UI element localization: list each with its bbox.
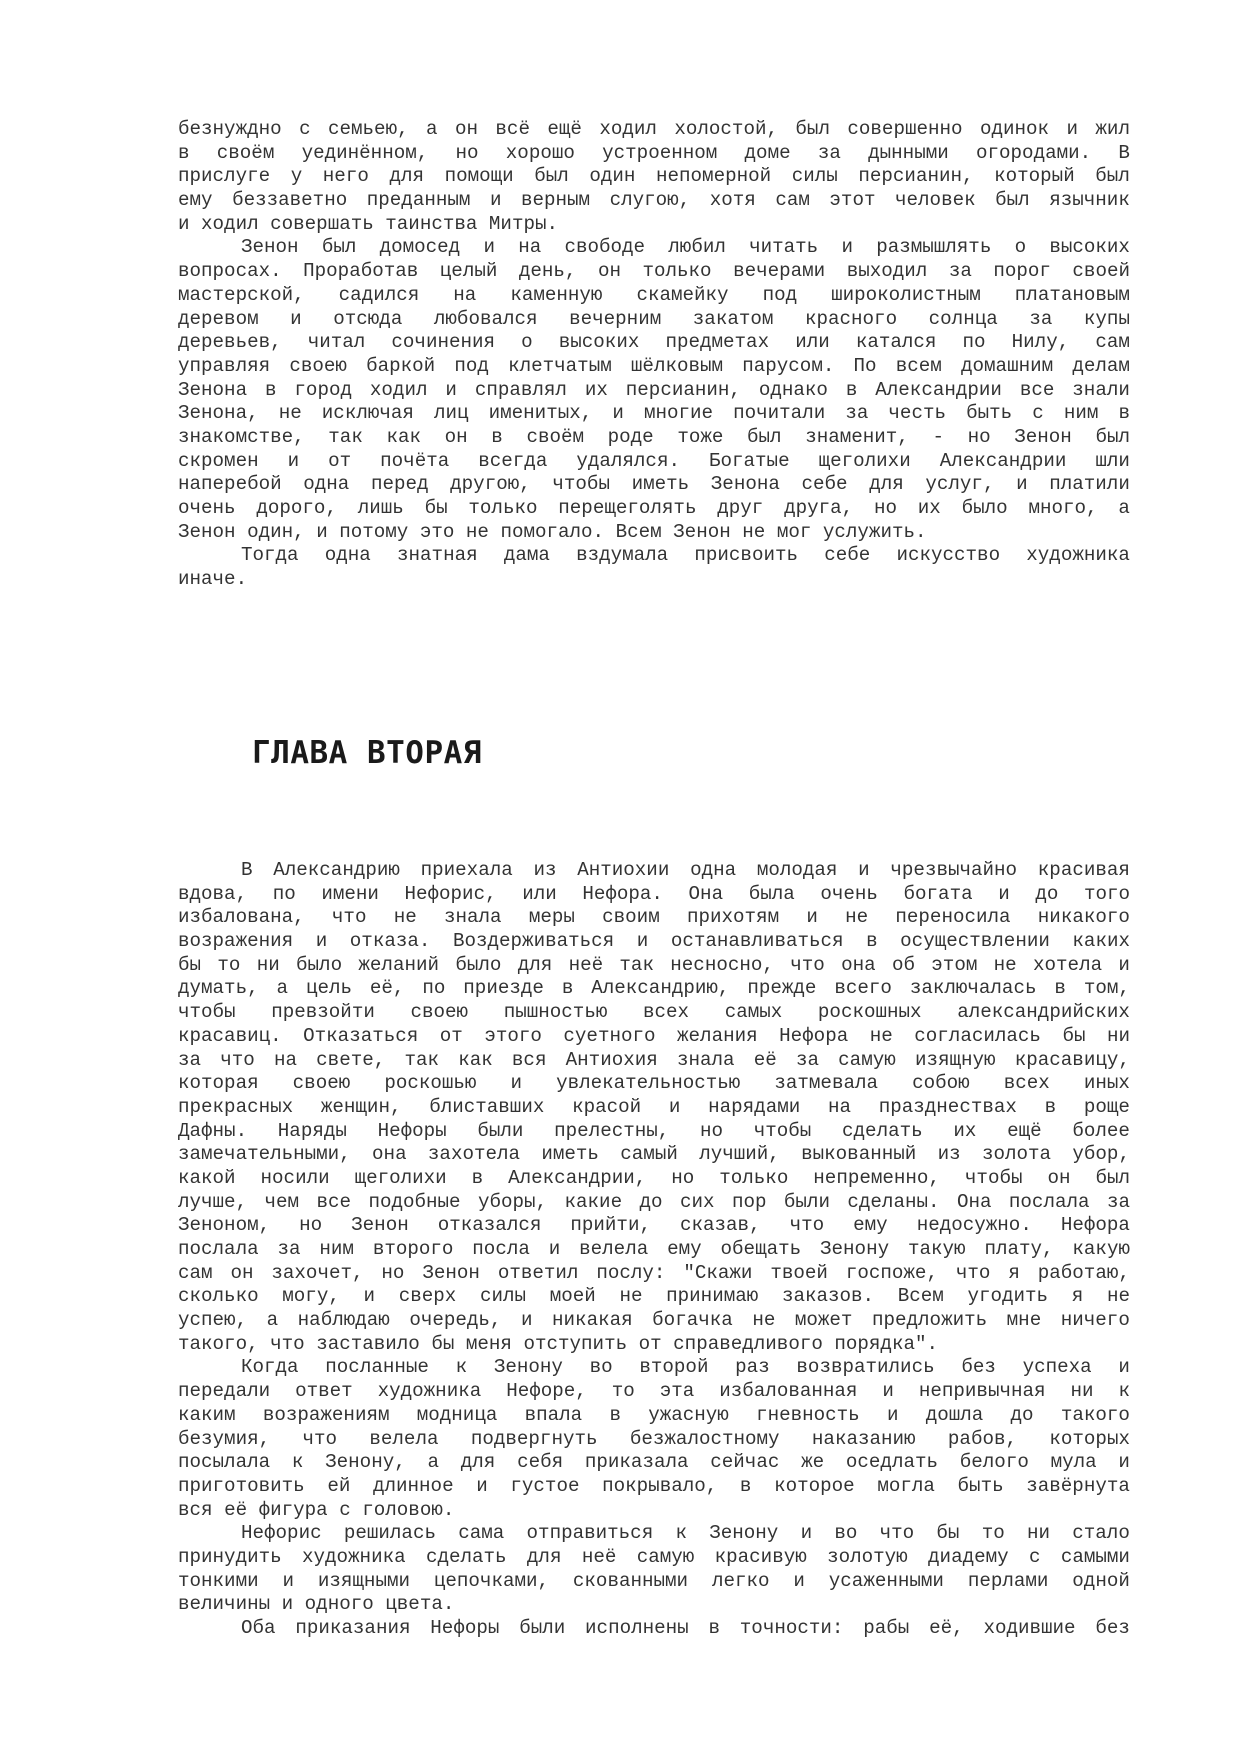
text-line: каким возражениям модница впала в ужасную гневность и дошла до такого bbox=[178, 1403, 1130, 1426]
text-line: безнуждно с семьею, а он всё ещё ходил холостой, был совершенно одинок и жил bbox=[178, 118, 1130, 140]
text-line: посылала к Зенону, а для себя приказала сейчас же оседлать белого мула и bbox=[178, 1451, 1130, 1474]
text-line: Зенона в город ходил и справлял их персианин, однако в Александрии все знали bbox=[178, 378, 1130, 401]
text-line: деревьев, читал сочинения о высоких предметах или катался по Нилу, сам bbox=[178, 331, 1130, 354]
text-line: вся её фигура с головою. bbox=[178, 1498, 455, 1521]
text-line: лучше, чем все подобные уборы, какие до сих пор были сделаны. Она послала за bbox=[178, 1190, 1130, 1213]
text-line: прекрасных женщин, блиставших красой и нарядами на празднествах в роще bbox=[178, 1095, 1130, 1118]
text-line: величины и одного цвета. bbox=[178, 1593, 455, 1616]
text-line: такого, что заставило бы меня отступить от справедливого порядка". bbox=[178, 1332, 939, 1355]
text-line: знакомстве, так как он в своём роде тоже был знаменит, - но Зенон был bbox=[178, 425, 1130, 448]
text-line: Нефорис решилась сама отправиться к Зенону и во что бы то ни стало bbox=[241, 1522, 1130, 1545]
text-line: наперебой одна перед другою, чтобы иметь Зенона себе для услуг, и платили bbox=[178, 473, 1130, 496]
text-line: бы то ни было желаний было для неё так несносно, что она об этом не хотела и bbox=[178, 953, 1130, 976]
text-line: Тогда одна знатная дама вздумала присвоить себе искусство художника bbox=[241, 544, 1130, 567]
text-block-chapter-two bbox=[178, 859, 1130, 1641]
text-line: приготовить ей длинное и густое покрывало, в которое могла быть завёрнута bbox=[178, 1474, 1130, 1497]
text-line: красавиц. Отказаться от этого суетного желания Нефора не согласилась бы ни bbox=[178, 1024, 1130, 1047]
text-line: Когда посланные к Зенону во второй раз возвратились без успеха и bbox=[241, 1356, 1130, 1379]
text-line: управляя своею баркой под клетчатым шёлковым парусом. По всем домашним делам bbox=[178, 354, 1130, 377]
text-line: которая своею роскошью и увлекательностью затмевала собою всех иных bbox=[178, 1072, 1130, 1095]
text-line: послала за ним второго посла и велела ему обещать Зенону такую плату, какую bbox=[178, 1238, 1130, 1260]
text-line: думать, а цель её, по приезде в Александрию, прежде всего заключалась в том, bbox=[178, 977, 1130, 1000]
text-block-intro bbox=[178, 118, 1130, 592]
text-line: Зеноном, но Зенон отказался прийти, сказав, что ему недосужно. Нефора bbox=[178, 1214, 1130, 1237]
text-line: Зенона, не исключая лиц именитых, и многие почитали за честь быть с ним в bbox=[178, 402, 1130, 425]
text-line: Оба приказания Нефоры были исполнены в точности: рабы её, ходившие без bbox=[241, 1617, 1130, 1639]
text-line: вдова, по имени Нефорис, или Нефора. Она была очень богата и до того bbox=[178, 882, 1130, 905]
text-line: успею, а наблюдаю очередь, и никакая богачка не может предложить мне ничего bbox=[178, 1309, 1130, 1332]
text-line: иначе. bbox=[178, 568, 248, 591]
text-line: в своём уединённом, но хорошо устроенном доме за дынными огородами. В bbox=[178, 141, 1130, 164]
text-line: ему беззаветно преданным и верным слугою, хотя сам этот человек был язычник bbox=[178, 189, 1130, 212]
text-line: скромен и от почёта всегда удалялся. Богатые щеголихи Александрии шли bbox=[178, 449, 1130, 472]
chapter-heading: ГЛАВА ВТОРАЯ bbox=[252, 735, 482, 771]
text-line: вопросах. Проработав целый день, он только вечерами выходил за порог своей bbox=[178, 260, 1130, 283]
text-line: деревом и отсюда любовался вечерним закатом красного солнца за купы bbox=[178, 307, 1130, 330]
text-line: избалована, что не знала меры своим прихотям и не переносила никакого bbox=[178, 906, 1130, 929]
text-line: передали ответ художника Нефоре, то эта избалованная и непривычная ни к bbox=[178, 1380, 1130, 1403]
text-line: возражения и отказа. Воздерживаться и останавливаться в осуществлении каких bbox=[178, 930, 1130, 953]
text-line: Дафны. Наряды Нефоры были прелестны, но чтобы сделать их ещё более bbox=[178, 1119, 1130, 1142]
text-line: сам он захочет, но Зенон ответил послу: "Скажи твоей госпоже, что я работаю, bbox=[178, 1261, 1130, 1284]
text-line: и ходил совершать таинства Митры. bbox=[178, 212, 559, 235]
text-line: замечательными, она захотела иметь самый лучший, выкованный из золота убор, bbox=[178, 1143, 1130, 1166]
text-line: прислуге у него для помощи был один непомерной силы персианин, который был bbox=[178, 165, 1130, 188]
text-line: принудить художника сделать для неё самую красивую золотую диадему с самыми bbox=[178, 1545, 1130, 1568]
text-line: мастерской, садился на каменную скамейку под широколистным платановым bbox=[178, 283, 1130, 306]
text-line: сколько могу, и сверх силы моей не принимаю заказов. Всем угодить я не bbox=[178, 1285, 1130, 1308]
text-line: Зенон один, и потому это не помогало. Всем Зенон не мог услужить. bbox=[178, 520, 927, 543]
text-line: Зенон был домосед и на свободе любил читать и размышлять о высоких bbox=[241, 236, 1130, 259]
text-line: за что на свете, так как вся Антиохия знала её за самую изящную красавицу, bbox=[178, 1048, 1130, 1071]
text-line: чтобы превзойти своею пышностью всех самых роскошных александрийских bbox=[178, 1001, 1130, 1024]
text-line: очень дорого, лишь бы только перещеголять друг друга, но их было много, а bbox=[178, 497, 1130, 519]
text-line: В Александрию приехала из Антиохии одна молодая и чрезвычайно красивая bbox=[241, 859, 1130, 881]
text-line: безумия, что велела подвергнуть безжалостному наказанию рабов, которых bbox=[178, 1427, 1130, 1450]
text-line: тонкими и изящными цепочками, скованными легко и усаженными перлами одной bbox=[178, 1569, 1130, 1592]
text-line: какой носили щеголихи в Александрии, но только непременно, чтобы он был bbox=[178, 1166, 1130, 1189]
